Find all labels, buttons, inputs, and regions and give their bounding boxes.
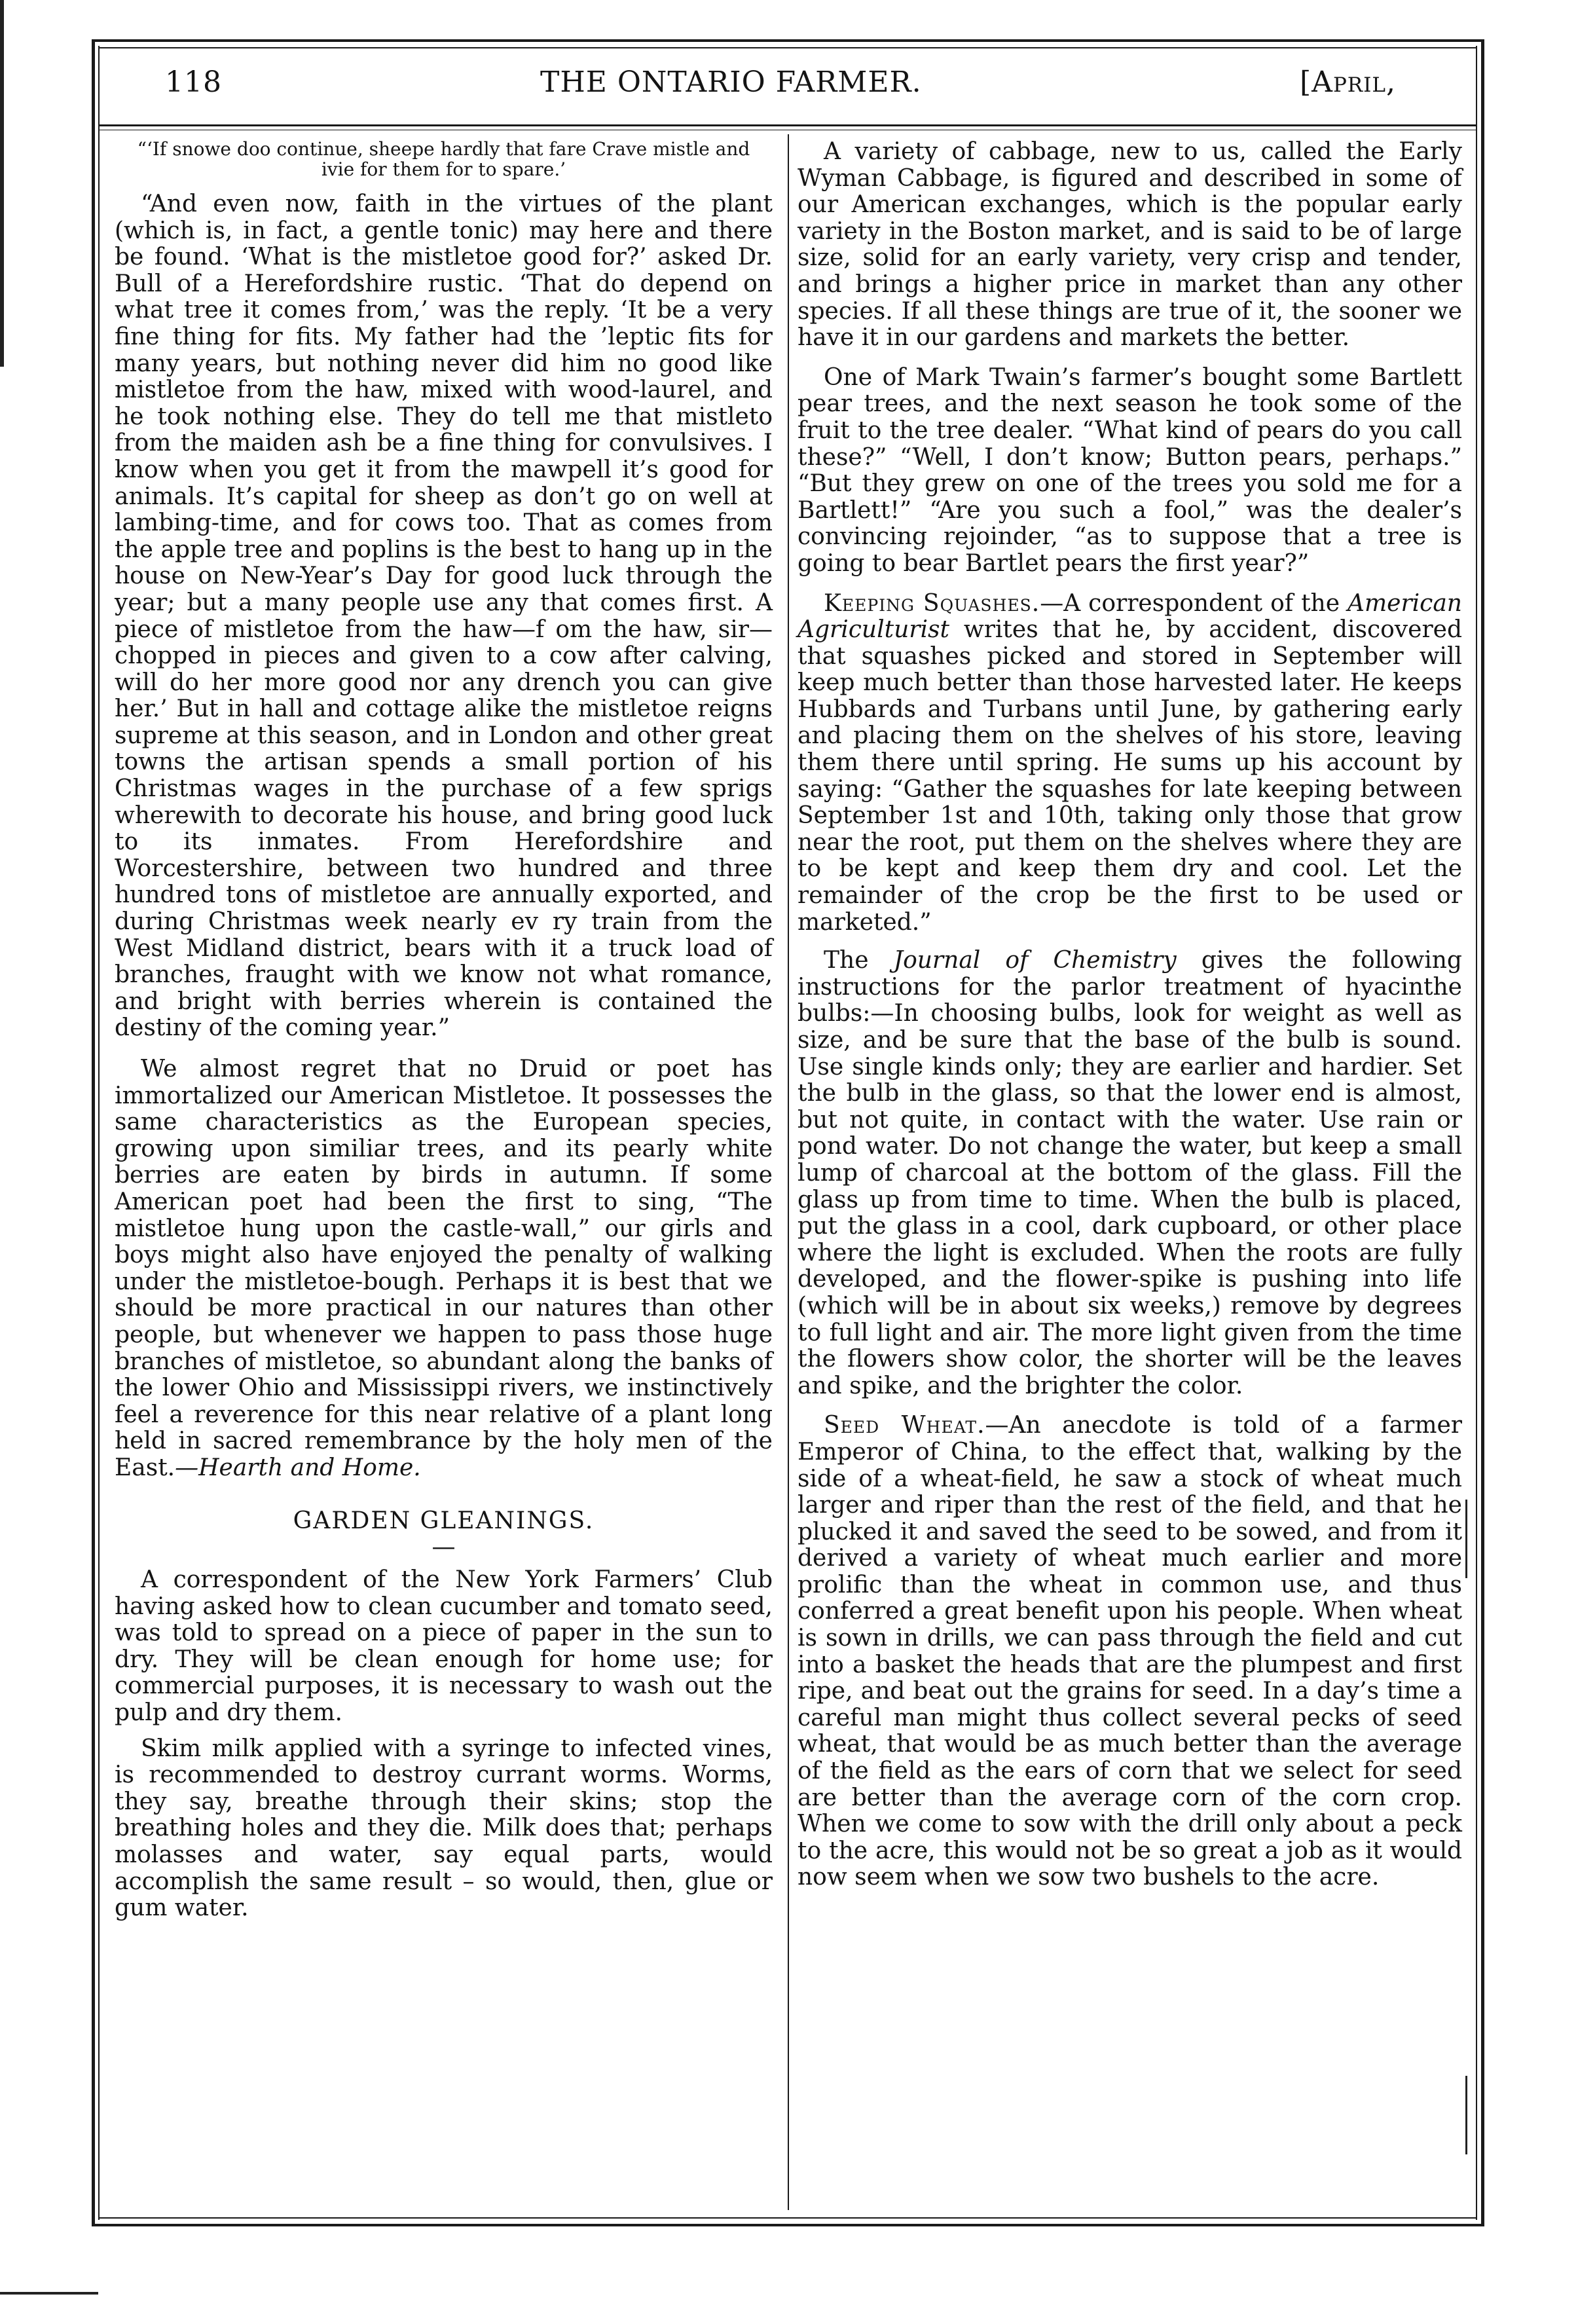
paragraph: “And even now, faith in the virtues of the plant (which is, in fact, a gentle tonic) may here and there be found. ‘What is the mistletoe good for?’ asked Dr. Bull of a Herefordshire rustic. ‘That do depend on what tree it comes from,’ was the reply. ‘It be a very fine thing for fits. My father had the ’leptic fits for many years, but nothing never did him no good like mistletoe from the haw, mixed with wood-laurel, and he took nothing else. They do tell me that mistleto from the maiden ash be a fine thing for convulsives. I know when you get it from the mawpell it’s good for animals. It’s capital for sheep as don’t go on well at lambing-time, and for cows too. That as comes from the apple tree and poplins is the best to hang up in the house on New-Year’s Day for good luck through the year; but a many people use any that comes first. A piece of mistletoe from the haw—f om the haw, sir—chopped in pieces and given to a cow after calving, will do her more good nor any drench you can give her.’ But in hall and cottage alike the mistletoe reigns supreme at this season, and in London and other great towns the artisan spends a small portion of his Christmas wages in the purchase of a few sprigs wherewith to decorate his house, and bring good luck to its inmates. From Herefordshire and Worcestershire, between two hundred and three hundred tons of mistletoe are annually exported, and during Christmas week nearly ev ry train from the West Midland district, bears with it a truck load of branches, fraught with we know not what romance, and bright with berries wherein is contained the destiny of the coming year.” [115, 191, 773, 1042]
paragraph: A variety of cabbage, new to us, called the Early Wyman Cabbage, is figured and described in some of our American exchanges, which is the popular early variety in the Boston market, and is said to be of large size, solid for an early variety, very crisp and tender, and brings a higher price in market than any other species. If all these things are true of it, the sooner we have it in our gardens and markets the better. [798, 138, 1462, 352]
page-border-right-inner [1476, 46, 1477, 2220]
journal-name: American Agriculturist [798, 589, 1462, 644]
paragraph-text: We almost regret that no Druid or poet has immortalized our American Mistletoe. It possesses the same characteristics as the European species, growing upon similiar trees, and its pearly white berries are eaten by birds in autumn. If some American poet had been the first to sing, “The mistletoe hung upon the castle-wall,” our girls and boys might also have enjoyed the penalty of walking under the mistletoe-bough. Perhaps it is best that we should be more practical in our natures than other people, but whenever we happen to pass those huge branches of mistletoe, so abundant along the banks of the lower Ohio and Mississippi rivers, we instinctively feel a reverence for this near relative of a plant long held in sacred remembrance by the holy men of the East. [115, 1056, 773, 1481]
margin-mark [0, 0, 4, 367]
running-header [118, 65, 1454, 118]
paragraph-text: —An anecdote is told of a farmer Emperor of China, to the effect that, walking by the side of a wheat-field, he saw a stock of wheat much larger and riper than the rest of the field, and that he plucked it and saved the seed to be sowed, and from it derived a variety of wheat much earlier and more prolific than the wheat in common use, and thus conferred a great benefit upon his people. When wheat is sown in drills, we can pass through the field and cut into a basket the heads that are the plumpest and first ripe, and beat out the grains for seed. In a day’s time a careful man might thus collect several pecks of seed wheat, that would be as much better than the average of the field as the ears of corn that we select for seed are better than the average corn of the corn crop. When we come to sow with the drill only about a peck to the acre, this would not be so great a job as it would now seem when we sow two bushels to the acre. [798, 1412, 1462, 1891]
page-border-bottom-inner [98, 2217, 1477, 2219]
paragraph-text: writes that he, by accident, discovered that squashes picked and stored in September will keep much better than those harvested later. He keeps Hubbards and Turbans until June, by gathering early and placing them on the shelves of his store, leaving them there until spring. He sums up his account by saying: “Gather the squashes for late keeping between September 1st and 10th, taking only those that grow near the root, put them on the shelves where they are to be kept and keep them dry and cool. Let the remainder of the crop be the first to be used or marketed.” [798, 616, 1463, 936]
source-attribution: —Hearth and Home. [175, 1454, 421, 1481]
left-column [115, 139, 773, 1946]
paragraph [798, 948, 1462, 1399]
paragraph-text: The [824, 947, 869, 974]
page-border-top [92, 39, 1484, 42]
journal-name: Journal of Chemistry [893, 947, 1177, 974]
margin-mark [1465, 2076, 1467, 2154]
page-border-right [1481, 39, 1484, 2226]
issue-month: [April, [1300, 65, 1396, 99]
verse-quote: “‘If snowe doo continue, sheepe hardly that fare Crave mistle and ivie for them for to spare.’ [137, 138, 750, 180]
margin-mark [0, 2292, 98, 2295]
header-rule [98, 124, 1477, 126]
paragraph [115, 1056, 773, 1482]
paragraph [798, 591, 1462, 936]
publication-title: THE ONTARIO FARMER. [540, 65, 922, 99]
paragraph-text: —A correspondent of the [1040, 589, 1340, 617]
section-heading: GARDEN GLEANINGS. [293, 1507, 595, 1534]
column-divider [788, 134, 789, 2210]
page-border-top-inner [98, 47, 1477, 48]
paragraph-heading: Keeping Squashes. [824, 589, 1040, 617]
page-border-left-inner [98, 46, 100, 2220]
page-border-left [92, 39, 95, 2226]
paragraph-heading: Seed Wheat. [824, 1412, 985, 1439]
paragraph: Skim milk applied with a syringe to infected vines, is recommended to destroy currant worms. Worms, they say, breathe through their skins; stop the breathing holes and they die. Milk does that; perhaps molasses and water, say equal parts, would accomplish the same result – so would, then, glue or gum water. [115, 1735, 773, 1922]
paragraph: A correspondent of the New York Farmers’ Club having asked how to clean cucumber and tomato seed, was told to spread on a piece of paper in the sun to dry. They will be clean enough for home use; for commercial purposes, it is necessary to wash out the pulp and dry them. [115, 1566, 773, 1727]
right-column [798, 139, 1462, 1915]
paragraph [798, 1412, 1462, 1891]
paragraph-text: gives the following instructions for the parlor treatment of hyacinthe bulbs:—In choosing bulbs, look for weight as well as size, and be sure that the base of the bulb is sound. Use single kinds only; they are earlier and hardier. Set the bulb in the glass, so that the lower end is almost, but not quite, in contact with the water. Use rain or pond water. Do not change the water, but keep a small lump of charcoal at the bottom of the glass. Fill the glass up from time to time. When the bulb is placed, put the glass in a cool, dark cupboard, or other place where the light is excluded. When the roots are fully developed, and the flower-spike is pushing into life (which will be in about six weeks,) remove by degrees to full light and air. The more light given from the time the flowers show color, the shorter will be the leaves and spike, and the brighter the color. [798, 947, 1462, 1399]
margin-mark [1465, 1500, 1467, 1578]
paragraph: One of Mark Twain’s farmer’s bought some Bartlett pear trees, and the next season he took some of the fruit to the tree dealer. “What kind of pears do you call these?” “Well, I don’t know; Button pears, perhaps.” “But they grew on one of the trees you sold me for a Bartlett!” “Are you such a fool,” was the dealer’s convincing rejoinder, “as to suppose that a tree is going to bear Bartlet pears the first year?” [798, 363, 1462, 577]
page-border-bottom [92, 2224, 1484, 2226]
section-divider: — [431, 1534, 456, 1561]
page-number: 118 [165, 65, 222, 99]
